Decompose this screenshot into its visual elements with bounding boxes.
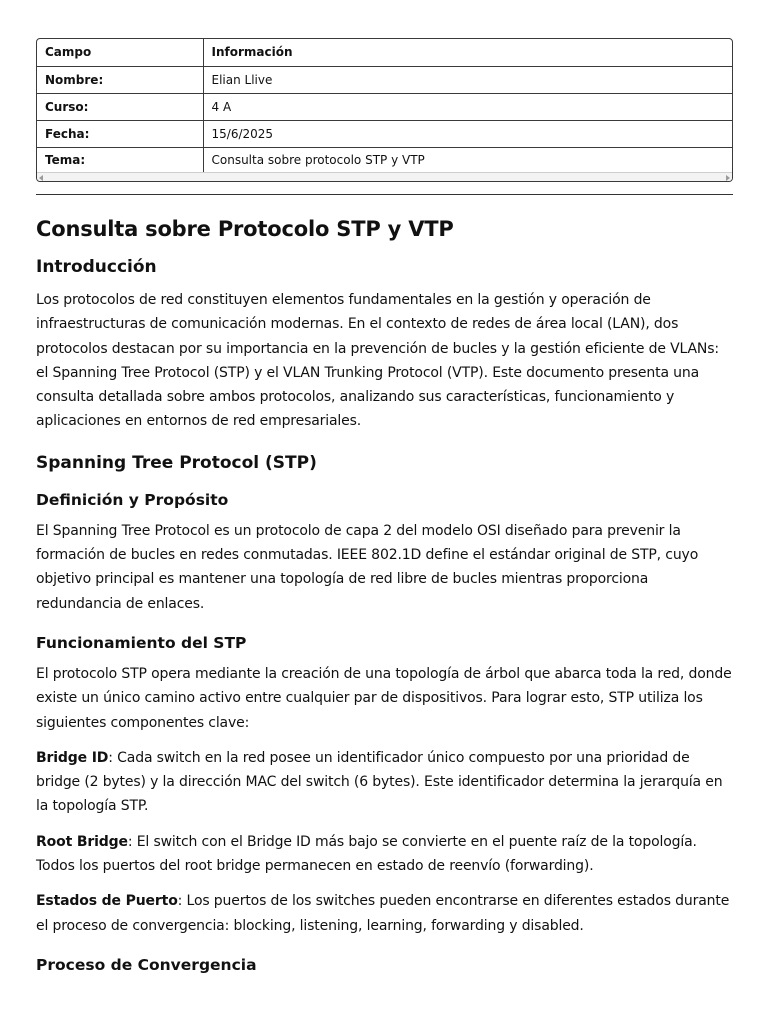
row-label-curso: Curso: xyxy=(37,93,203,120)
text-bridge-id: : Cada switch en la red posee un identificador único compuesto por una prioridad de bridge (2 bytes) y la dirección MAC del switch (6 bytes). Este identificador determina la jerarquía en la topología STP. xyxy=(36,749,723,815)
table-row xyxy=(37,147,733,173)
row-value-tema: Consulta sobre protocolo STP y VTP xyxy=(211,153,425,168)
row-value-fecha: 15/6/2025 xyxy=(203,120,733,147)
column-header-campo: Campo xyxy=(37,39,203,66)
paragraph-root-bridge xyxy=(36,830,733,879)
row-value-nombre: Elian Llive xyxy=(203,66,733,93)
row-label-tema: Tema: xyxy=(37,147,203,173)
term-estados-puerto: Estados de Puerto xyxy=(36,893,178,910)
column-header-informacion: Información xyxy=(203,39,733,66)
horizontal-scrollbar[interactable] xyxy=(37,172,732,181)
document-title: Consulta sobre Protocolo STP y VTP xyxy=(36,217,454,241)
table-header-row xyxy=(37,39,733,66)
paragraph-estados-puerto xyxy=(36,889,733,938)
row-label-fecha: Fecha: xyxy=(37,120,203,147)
heading-definicion: Definición y Propósito xyxy=(36,490,229,509)
heading-convergencia: Proceso de Convergencia xyxy=(36,955,257,974)
document-page xyxy=(36,38,733,976)
paragraph-definicion: El Spanning Tree Protocol es un protocolo de capa 2 del modelo OSI diseñado para prevenir la formación de bucles en redes conmutadas. IEEE 802.1D define el estándar original de STP, cuyo objetivo principal es mantener una topología de red libre de bucles mientras proporciona redundancia de enlaces. xyxy=(36,522,699,612)
scroll-right-icon[interactable] xyxy=(726,175,730,181)
row-value-curso: 4 A xyxy=(203,93,733,120)
heading-introduccion: Introducción xyxy=(36,257,157,277)
divider xyxy=(36,194,733,195)
paragraph-introduccion: Los protocolos de red constituyen elementos fundamentales en la gestión y operación de infraestructuras de comunicación modernas. En el contexto de redes de área local (LAN), dos protocolos destacan por su importancia en la prevención de bucles y la gestión eficiente de VLANs: el Spanning Tree Protocol (STP) y el VLAN Trunking Protocol (VTP). Este documento presenta una consulta detallada sobre ambos protocolos, analizando sus características, funcionamiento y aplicaciones en entornos de red empresariales. xyxy=(36,292,719,430)
table-row xyxy=(37,120,733,147)
info-table-container xyxy=(36,38,733,182)
paragraph-bridge-id xyxy=(36,746,733,819)
heading-stp: Spanning Tree Protocol (STP) xyxy=(36,452,317,473)
term-root-bridge: Root Bridge xyxy=(36,833,128,850)
row-label-nombre: Nombre: xyxy=(37,66,203,93)
heading-funcionamiento: Funcionamiento del STP xyxy=(36,633,247,652)
text-root-bridge: : El switch con el Bridge ID más bajo se convierte en el puente raíz de la topología. Todos los puertos del root bridge permanecen en estado de reenvío (forwarding). xyxy=(36,833,697,875)
paragraph-funcionamiento: El protocolo STP opera mediante la creación de una topología de árbol que abarca toda la red, donde existe un único camino activo entre cualquier par de dispositivos. Para lograr esto, STP utiliza los siguientes componentes clave: xyxy=(36,665,732,731)
table-row xyxy=(37,66,733,93)
scroll-left-icon[interactable] xyxy=(39,175,43,181)
text-estados-puerto: : Los puertos de los switches pueden encontrarse en diferentes estados durante el proceso de convergencia: blocking, listening, learning, forwarding y disabled. xyxy=(36,893,730,934)
term-bridge-id: Bridge ID xyxy=(36,749,109,766)
table-row xyxy=(37,93,733,120)
info-table xyxy=(37,39,733,173)
